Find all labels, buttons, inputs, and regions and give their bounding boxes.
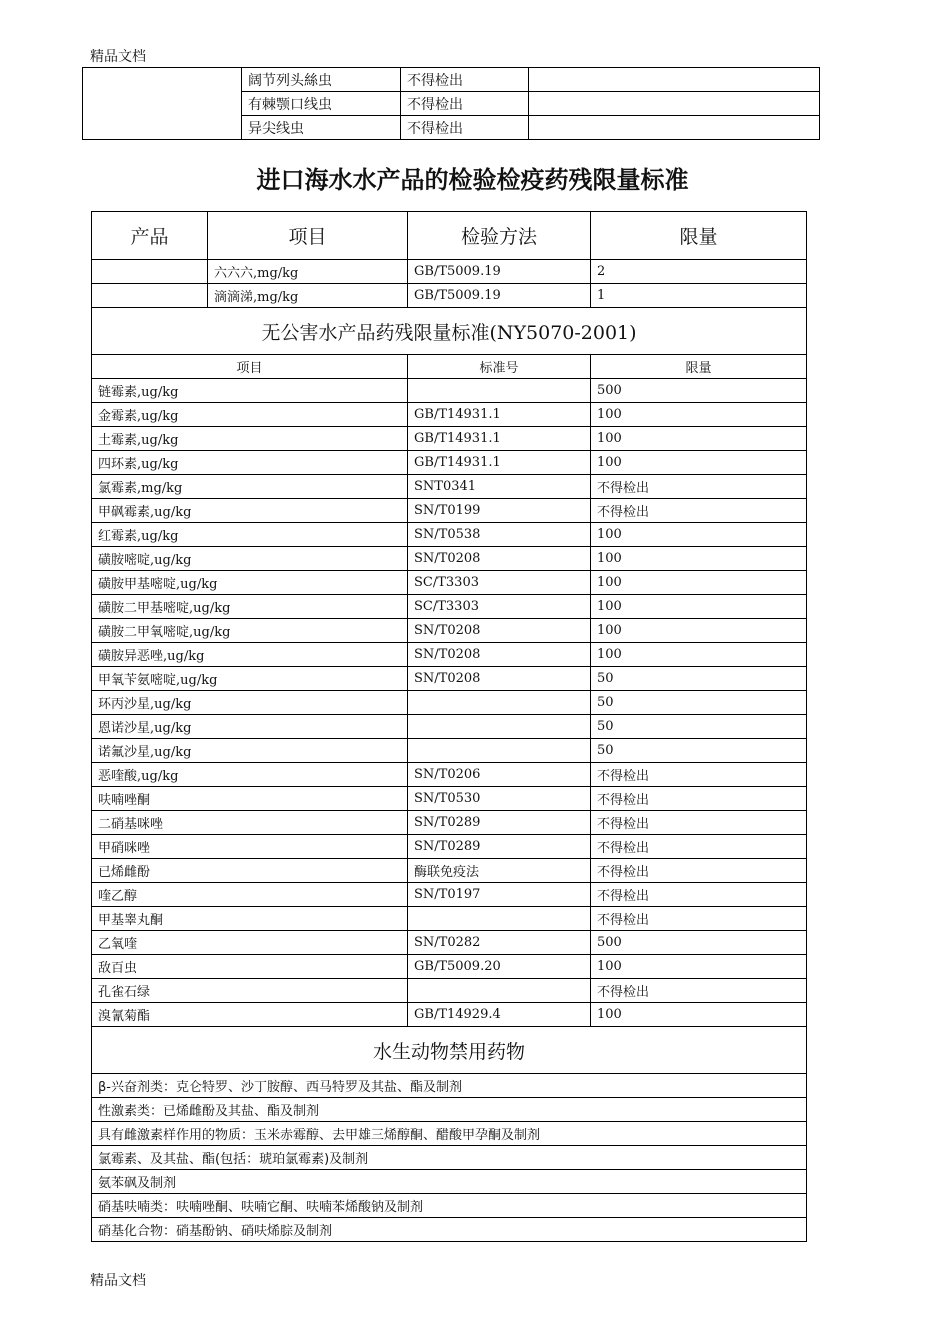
- table-row: [92, 931, 807, 955]
- limit-cell: 100: [591, 403, 807, 427]
- table-row: [92, 1194, 807, 1218]
- limit-cell: 100: [591, 1003, 807, 1027]
- limit-cell: 100: [591, 571, 807, 595]
- product-cell: [92, 284, 208, 308]
- table-row: [92, 475, 807, 499]
- limit-cell: 不得检出: [591, 907, 807, 931]
- result-cell: 不得检出: [401, 92, 529, 116]
- item-cell: 恩诺沙星,ug/kg: [92, 715, 408, 739]
- item-cell: 诺氟沙星,ug/kg: [92, 739, 408, 763]
- table-row: [92, 379, 807, 403]
- banned-drug-cell: 具有雌激素样作用的物质：玉米赤霉醇、去甲雄三烯醇酮、醋酸甲孕酮及制剂: [92, 1122, 807, 1146]
- table-row: [92, 955, 807, 979]
- standard-cell: GB/T14931.1: [408, 403, 591, 427]
- limit-cell: 不得检出: [591, 763, 807, 787]
- header-product: 产品: [92, 212, 208, 260]
- table-row: [92, 859, 807, 883]
- standard-cell: [408, 907, 591, 931]
- limit-cell: 2: [591, 260, 807, 284]
- item-cell: 乙氧喹: [92, 931, 408, 955]
- item-cell: 红霉素,ug/kg: [92, 523, 408, 547]
- subheader-row: [92, 355, 807, 379]
- table-row: [92, 547, 807, 571]
- standard-cell: SN/T0197: [408, 883, 591, 907]
- item-cell: 链霉素,ug/kg: [92, 379, 408, 403]
- item-cell: 有棘颚口线虫: [242, 92, 401, 116]
- item-cell: 磺胺二甲基嘧啶,ug/kg: [92, 595, 408, 619]
- limit-cell: 不得检出: [591, 835, 807, 859]
- standard-cell: SN/T0289: [408, 811, 591, 835]
- limit-cell: 100: [591, 595, 807, 619]
- item-cell: 氯霉素,mg/kg: [92, 475, 408, 499]
- standard-cell: [408, 691, 591, 715]
- section-row: [92, 1027, 807, 1074]
- limit-cell: 不得检出: [591, 979, 807, 1003]
- page-footer-label: 精品文档: [90, 1273, 146, 1289]
- table-row: [92, 739, 807, 763]
- standard-cell: [408, 979, 591, 1003]
- item-cell: 环丙沙星,ug/kg: [92, 691, 408, 715]
- limit-cell: 不得检出: [591, 811, 807, 835]
- table-row: [92, 1122, 807, 1146]
- limit-cell: 50: [591, 739, 807, 763]
- table-row: [92, 427, 807, 451]
- table-row: [92, 451, 807, 475]
- standard-cell: SC/T3303: [408, 571, 591, 595]
- limit-cell: 100: [591, 451, 807, 475]
- item-cell: 四环素,ug/kg: [92, 451, 408, 475]
- header-item: 项目: [208, 212, 408, 260]
- section-row: [92, 308, 807, 355]
- banned-drug-cell: 氨苯砜及制剂: [92, 1170, 807, 1194]
- standard-cell: 酶联免疫法: [408, 859, 591, 883]
- table-row: [92, 619, 807, 643]
- standard-cell: [408, 739, 591, 763]
- table-row: [92, 643, 807, 667]
- standard-cell: GB/T14931.1: [408, 451, 591, 475]
- item-cell: 已烯雌酚: [92, 859, 408, 883]
- subheader-standard: 标准号: [408, 355, 591, 379]
- table-row: [92, 715, 807, 739]
- table-row: [92, 787, 807, 811]
- limit-cell: 500: [591, 931, 807, 955]
- standard-cell: GB/T14931.1: [408, 427, 591, 451]
- parasite-table: [82, 67, 820, 140]
- table-row: [92, 763, 807, 787]
- table-row: [92, 284, 807, 308]
- item-cell: 滴滴涕,mg/kg: [208, 284, 408, 308]
- table-row: [92, 1218, 807, 1242]
- item-cell: 呋喃唑酮: [92, 787, 408, 811]
- limit-cell: 100: [591, 619, 807, 643]
- method-cell: GB/T5009.19: [408, 260, 591, 284]
- table-row: [92, 523, 807, 547]
- standard-cell: SN/T0208: [408, 667, 591, 691]
- standard-cell: [408, 715, 591, 739]
- table-row: [92, 907, 807, 931]
- subheader-limit: 限量: [591, 355, 807, 379]
- limit-cell: 100: [591, 955, 807, 979]
- extra-cell: [529, 92, 820, 116]
- item-cell: 溴氰菊酯: [92, 1003, 408, 1027]
- table-row: [92, 835, 807, 859]
- limit-cell: 50: [591, 667, 807, 691]
- table-row: [92, 667, 807, 691]
- item-cell: 二硝基咪唑: [92, 811, 408, 835]
- table-row: [92, 1074, 807, 1098]
- item-cell: 六六六,mg/kg: [208, 260, 408, 284]
- item-cell: 磺胺甲基嘧啶,ug/kg: [92, 571, 408, 595]
- table-header-row: [92, 212, 807, 260]
- limit-cell: 不得检出: [591, 787, 807, 811]
- limit-cell: 不得检出: [591, 859, 807, 883]
- section-title-nongpollution: 无公害水产品药残限量标准(NY5070-2001): [92, 308, 807, 355]
- item-cell: 甲基睾丸酮: [92, 907, 408, 931]
- result-cell: 不得检出: [401, 116, 529, 140]
- standard-cell: SN/T0530: [408, 787, 591, 811]
- header-method: 检验方法: [408, 212, 591, 260]
- banned-drug-cell: 硝基呋喃类：呋喃唑酮、呋喃它酮、呋喃苯烯酸钠及制剂: [92, 1194, 807, 1218]
- standard-cell: [408, 379, 591, 403]
- table-row: [92, 883, 807, 907]
- item-cell: 异尖线虫: [242, 116, 401, 140]
- limit-cell: 100: [591, 523, 807, 547]
- standard-cell: SN/T0208: [408, 547, 591, 571]
- table-row: [92, 1098, 807, 1122]
- empty-cell: [83, 68, 242, 140]
- limit-cell: 1: [591, 284, 807, 308]
- banned-drug-cell: 性激素类：已烯雌酚及其盐、酯及制剂: [92, 1098, 807, 1122]
- item-cell: 磺胺二甲氧嘧啶,ug/kg: [92, 619, 408, 643]
- limit-cell: 100: [591, 547, 807, 571]
- table-row: [92, 1146, 807, 1170]
- standard-cell: SN/T0282: [408, 931, 591, 955]
- item-cell: 磺胺异恶唑,ug/kg: [92, 643, 408, 667]
- standard-cell: GB/T14929.4: [408, 1003, 591, 1027]
- section-title-banned: 水生动物禁用药物: [92, 1027, 807, 1074]
- standard-cell: SNT0341: [408, 475, 591, 499]
- table-row: [92, 260, 807, 284]
- table-row: [92, 499, 807, 523]
- banned-drug-cell: β-兴奋剂类：克仑特罗、沙丁胺醇、西马特罗及其盐、酯及制剂: [92, 1074, 807, 1098]
- item-cell: 敌百虫: [92, 955, 408, 979]
- table-row: [92, 979, 807, 1003]
- product-cell: [92, 260, 208, 284]
- table-row: [92, 403, 807, 427]
- header-limit: 限量: [591, 212, 807, 260]
- table-row: [92, 1003, 807, 1027]
- limit-cell: 不得检出: [591, 475, 807, 499]
- table-row: [92, 1170, 807, 1194]
- standard-cell: SN/T0199: [408, 499, 591, 523]
- standard-cell: SN/T0289: [408, 835, 591, 859]
- residue-limit-table: [91, 211, 807, 1242]
- standard-cell: SN/T0538: [408, 523, 591, 547]
- result-cell: 不得检出: [401, 68, 529, 92]
- item-cell: 孔雀石绿: [92, 979, 408, 1003]
- banned-drug-cell: 硝基化合物：硝基酚钠、硝呋烯腙及制剂: [92, 1218, 807, 1242]
- item-cell: 恶喹酸,ug/kg: [92, 763, 408, 787]
- table-row: [92, 691, 807, 715]
- item-cell: 甲硝咪唑: [92, 835, 408, 859]
- standard-cell: SN/T0206: [408, 763, 591, 787]
- item-cell: 磺胺嘧啶,ug/kg: [92, 547, 408, 571]
- extra-cell: [529, 68, 820, 92]
- item-cell: 甲氧苄氨嘧啶,ug/kg: [92, 667, 408, 691]
- table-row: [92, 811, 807, 835]
- item-cell: 阔节列头絲虫: [242, 68, 401, 92]
- limit-cell: 500: [591, 379, 807, 403]
- limit-cell: 100: [591, 643, 807, 667]
- method-cell: GB/T5009.19: [408, 284, 591, 308]
- page-header-label: 精品文档: [90, 49, 146, 65]
- item-cell: 喹乙醇: [92, 883, 408, 907]
- standard-cell: SN/T0208: [408, 643, 591, 667]
- limit-cell: 50: [591, 715, 807, 739]
- item-cell: 土霉素,ug/kg: [92, 427, 408, 451]
- limit-cell: 100: [591, 427, 807, 451]
- standard-cell: SC/T3303: [408, 595, 591, 619]
- subheader-item: 项目: [92, 355, 408, 379]
- table-row: [83, 68, 820, 92]
- item-cell: 金霉素,ug/kg: [92, 403, 408, 427]
- banned-drug-cell: 氯霉素、及其盐、酯(包括：琥珀氯霉素)及制剂: [92, 1146, 807, 1170]
- limit-cell: 50: [591, 691, 807, 715]
- standard-cell: SN/T0208: [408, 619, 591, 643]
- extra-cell: [529, 116, 820, 140]
- table-row: [92, 595, 807, 619]
- document-title: 进口海水水产品的检验检疫药残限量标准: [256, 166, 689, 194]
- item-cell: 甲砜霉素,ug/kg: [92, 499, 408, 523]
- table-row: [92, 571, 807, 595]
- limit-cell: 不得检出: [591, 499, 807, 523]
- standard-cell: GB/T5009.20: [408, 955, 591, 979]
- limit-cell: 不得检出: [591, 883, 807, 907]
